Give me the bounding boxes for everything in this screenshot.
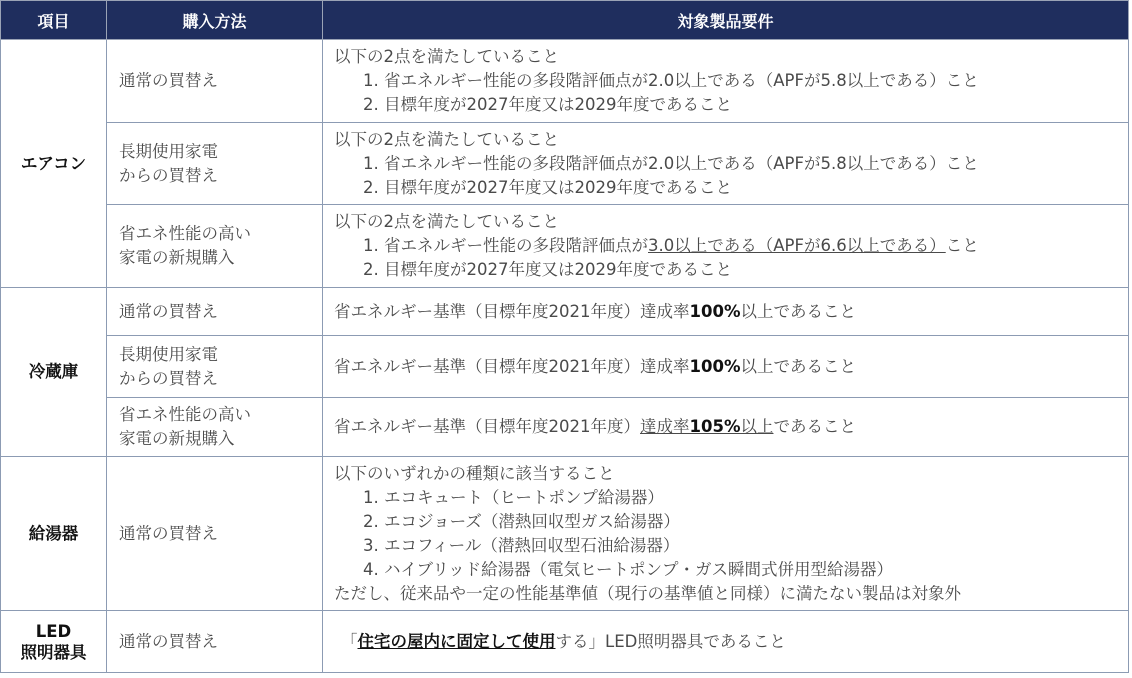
method-normal: 通常の買替え — [107, 288, 323, 336]
requirement-cell — [323, 123, 1129, 205]
method-normal: 通常の買替え — [107, 457, 323, 611]
requirement-text: 1. 省エネルギー性能の多段階評価点が — [363, 236, 648, 255]
table-row — [1, 457, 1129, 611]
table-row — [1, 123, 1129, 205]
category-ac: エアコン — [1, 40, 107, 288]
method-new-purchase — [107, 398, 323, 457]
category-fridge: 冷蔵庫 — [1, 288, 107, 457]
method-line: 長期使用家電 — [119, 141, 218, 161]
underlined-requirement: 住宅の屋内に固定して使用 — [357, 631, 556, 651]
requirement-text: 以上 — [740, 417, 774, 436]
header-row — [1, 1, 1129, 40]
method-normal: 通常の買替え — [107, 611, 323, 673]
requirement-cell — [323, 288, 1129, 336]
header-method: 購入方法 — [107, 1, 323, 40]
method-line: 省エネ性能の高い — [119, 224, 251, 243]
method-long-term — [107, 336, 323, 398]
requirement-intro: 以下の2点を満たしていること — [334, 212, 559, 231]
underlined-requirement: 3.0以上である（APFが6.6以上である） — [648, 236, 946, 255]
requirement-item: 1. 省エネルギー性能の多段階評価点が2.0以上である（APFが5.8以上である）こと — [363, 71, 979, 90]
category-led — [1, 611, 107, 673]
requirement-text: こと — [945, 236, 979, 255]
requirement-cell — [323, 205, 1129, 288]
category-water-heater: 給湯器 — [1, 457, 107, 611]
method-line: 省エネ性能の高い — [119, 405, 251, 424]
category-line: LED — [35, 621, 72, 641]
header-requirements: 対象製品要件 — [323, 1, 1129, 40]
achievement-rate: 100% — [689, 301, 741, 321]
requirement-text: 以上であること — [740, 301, 856, 321]
requirement-item: 2. エコジョーズ（潜熱回収型ガス給湯器） — [363, 511, 680, 531]
method-new-purchase — [107, 205, 323, 288]
requirement-text: する」LED照明器具であること — [555, 631, 786, 651]
method-line: からの買替え — [119, 368, 218, 388]
achievement-rate: 105% — [689, 417, 741, 436]
requirement-text: 省エネルギー基準（目標年度2021年度） — [334, 417, 640, 436]
requirement-cell — [323, 40, 1129, 123]
method-normal: 通常の買替え — [107, 40, 323, 123]
method-line: 家電の新規購入 — [119, 248, 235, 267]
table-row — [1, 40, 1129, 123]
method-line: からの買替え — [119, 165, 218, 185]
requirement-item: 2. 目標年度が2027年度又は2029年度であること — [363, 95, 732, 114]
requirement-text: 省エネルギー基準（目標年度2021年度）達成率 — [334, 356, 690, 376]
requirement-cell — [323, 457, 1129, 611]
requirement-note: ただし、従来品や一定の性能基準値（現行の基準値と同様）に満たない製品は対象外 — [334, 583, 961, 603]
requirement-item: 3. エコフィール（潜熱回収型石油給湯器） — [363, 535, 680, 555]
achievement-rate: 100% — [689, 356, 741, 376]
requirement-item: 1. エコキュート（ヒートポンプ給湯器） — [363, 487, 664, 507]
underlined-requirement — [640, 417, 773, 436]
header-item: 項目 — [1, 1, 107, 40]
table-row — [1, 611, 1129, 673]
requirement-item: 1. 省エネルギー性能の多段階評価点が2.0以上である（APFが5.8以上である）こと — [363, 153, 979, 173]
requirement-item — [334, 234, 1128, 258]
requirement-cell — [323, 336, 1129, 398]
requirement-cell — [323, 398, 1129, 457]
requirement-item: 2. 目標年度が2027年度又は2029年度であること — [363, 260, 732, 279]
requirement-intro: 以下の2点を満たしていること — [334, 47, 559, 66]
requirement-text: 達成率 — [640, 417, 690, 436]
method-long-term — [107, 123, 323, 205]
table-row — [1, 288, 1129, 336]
requirement-cell — [323, 611, 1129, 673]
requirement-item: 2. 目標年度が2027年度又は2029年度であること — [363, 177, 732, 197]
requirement-text: 省エネルギー基準（目標年度2021年度）達成率 — [334, 301, 690, 321]
requirement-intro: 以下のいずれかの種類に該当すること — [334, 463, 615, 483]
requirement-text: 以上であること — [740, 356, 856, 376]
requirement-item: 4. ハイブリッド給湯器（電気ヒートポンプ・ガス瞬間式併用型給湯器） — [363, 559, 894, 579]
category-line: 照明器具 — [20, 642, 87, 662]
table-row — [1, 205, 1129, 288]
requirement-text: であること — [773, 417, 856, 436]
method-line: 家電の新規購入 — [119, 429, 235, 448]
table-row — [1, 398, 1129, 457]
requirement-intro: 以下の2点を満たしていること — [334, 129, 559, 149]
table-row — [1, 336, 1129, 398]
requirement-text: 「 — [341, 631, 358, 651]
method-line: 長期使用家電 — [119, 344, 218, 364]
